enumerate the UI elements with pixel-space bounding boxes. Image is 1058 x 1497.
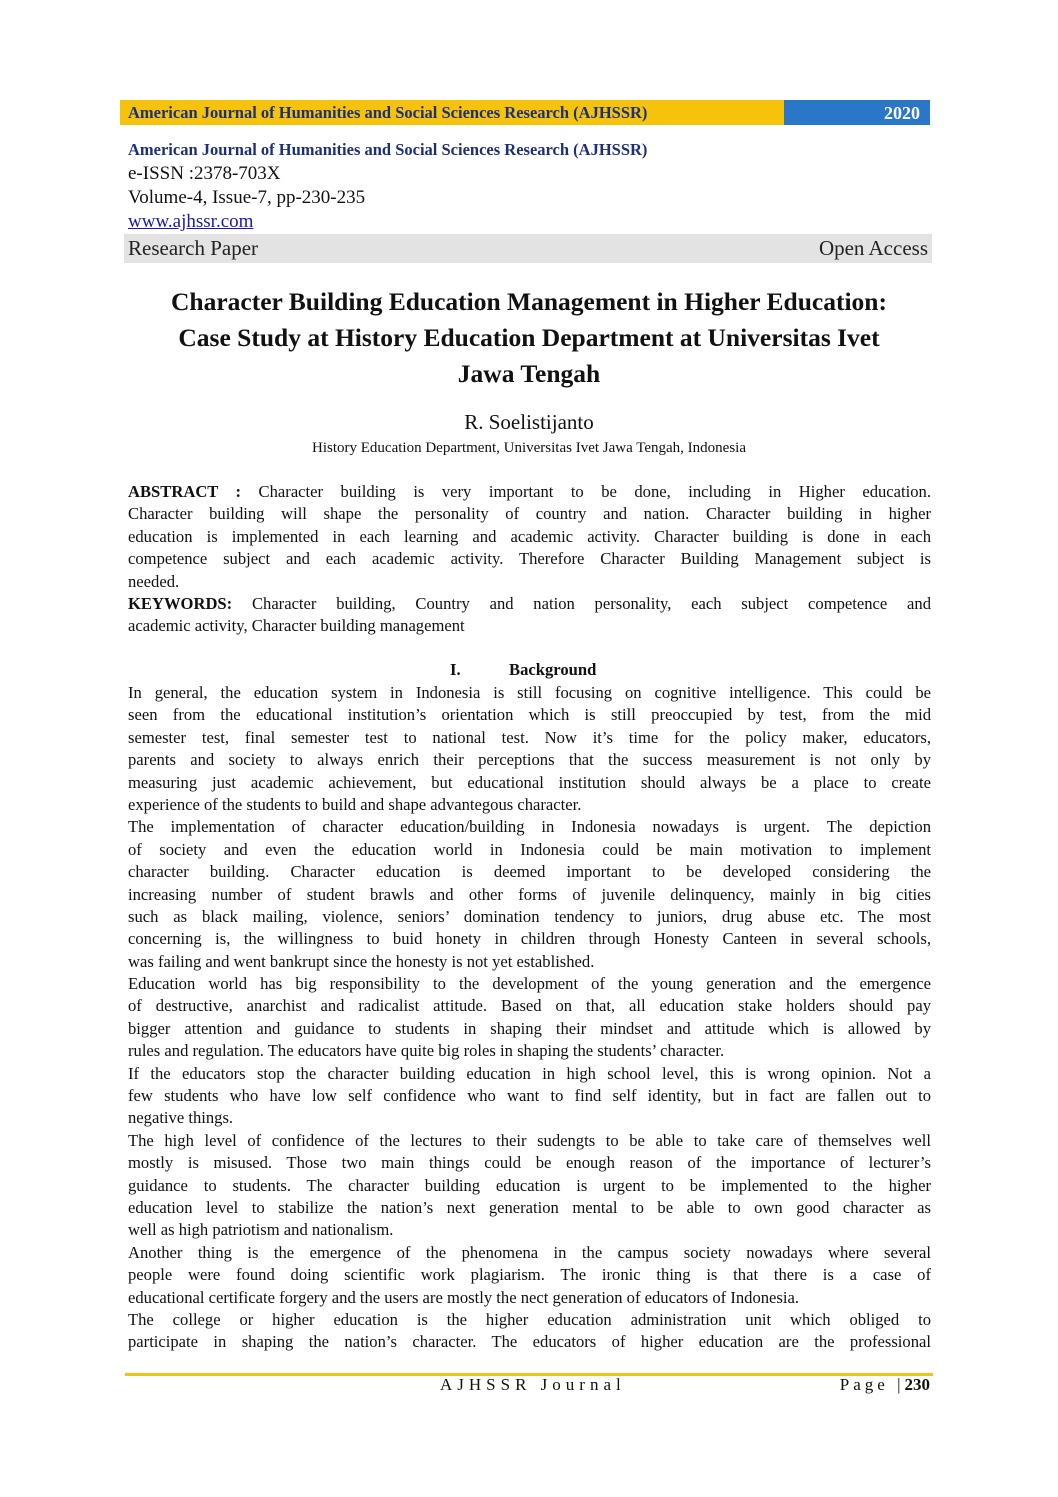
body-line: guidance to students. The character building education is urgent to be implemented to the higher [128, 1175, 931, 1195]
section-number: I. [450, 660, 461, 679]
body-line: was failing and went bankrupt since the honesty is not yet established. [128, 951, 595, 971]
abstract-label: ABSTRACT : [128, 482, 242, 501]
body-line: character building. Character education is deemed important to be developed considering the [128, 862, 931, 882]
body-line: seen from the educational institution’s orientation which is still preoccupied by test, from the mid [128, 705, 931, 725]
journal-header-bar [120, 100, 930, 125]
title-line: Jawa Tengah [457, 359, 601, 388]
body-line: few students who have low self confidence who want to find self identity, but in fact are fallen out to [128, 1086, 931, 1106]
abstract-line [128, 481, 931, 503]
paper-type: Research Paper [128, 236, 259, 260]
body-line: In general, the education system in Indonesia is still focusing on cognitive intelligence. This could be [128, 683, 931, 702]
body-line: educational certificate forgery and the users are mostly the nect generation of educators of Indonesia. [128, 1287, 800, 1307]
body-line: The college or higher education is the higher education administration unit which obliged to [128, 1309, 931, 1329]
section-title: Background [509, 660, 597, 679]
abstract-line: competence subject and each academic activity. Therefore Character Building Management subject is [128, 549, 931, 569]
body-line: The high level of confidence of the lectures to their sudengts to be able to take care of themselves well [128, 1130, 931, 1150]
body-text [128, 682, 931, 1354]
footer-page [840, 1375, 930, 1395]
paper-type-banner [124, 234, 932, 263]
abstract [128, 481, 931, 593]
body-line: The implementation of character education/building in Indonesia nowadays is urgent. The depiction [128, 817, 931, 837]
journal-bar-title: American Journal of Humanities and Social Sciences Research (AJHSSR) [120, 100, 784, 125]
body-line: measuring just academic achievement, but educational institution should always be a place to create [128, 772, 931, 792]
body-line: rules and regulation. The educators have quite big roles in shaping the students’ character. [128, 1041, 725, 1061]
keywords [128, 593, 931, 638]
page-number: 230 [904, 1375, 930, 1394]
abstract-line: needed. [128, 571, 180, 591]
body-line: experience of the students to build and shape advantegous character. [128, 794, 582, 814]
body-line: If the educators stop the character building education in high school level, this is wrong opinion. Not a [128, 1063, 931, 1083]
title-line: Case Study at History Education Department at Universitas Ivet [178, 323, 880, 352]
abstract-line: education is implemented in each learning and academic activity. Character building is done in each [128, 526, 931, 546]
body-line: of destructive, anarchist and radicalist attitude. Based on that, all education stake holders should pay [128, 996, 931, 1016]
footer-journal: AJHSSR Journal [440, 1375, 626, 1394]
body-line: of society and even the education world in Indonesia could be main motivation to implement [128, 839, 931, 859]
author-name: R. Soelistijanto [464, 410, 594, 434]
abstract-line: Character building will shape the personality of country and nation. Character building in higher [128, 504, 931, 524]
body-line: education level to stabilize the nation’s next generation mental to be able to own good character as [128, 1197, 931, 1217]
body-line: people were found doing scientific work plagiarism. The ironic thing is that there is a case of [128, 1265, 931, 1285]
body-line: parents and society to always enrich their perceptions that the success measurement is not only by [128, 750, 931, 770]
body-line: mostly is misused. Those two main things could be enough reason of the importance of lecturer’s [128, 1153, 931, 1173]
body-line: Another thing is the emergence of the phenomena in the campus society nowadays where several [128, 1242, 931, 1262]
issn: e-ISSN :2378-703X [128, 163, 281, 184]
body-line: semester test, final semester test to national test. Now it’s time for the policy maker, educators, [128, 727, 931, 747]
journal-url-link[interactable]: www.ajhssr.com [128, 211, 254, 232]
keywords-label: KEYWORDS: [128, 594, 233, 613]
paper-title [100, 284, 958, 392]
author-affiliation: History Education Department, Universitas Ivet Jawa Tengah, Indonesia [312, 440, 746, 456]
journal-name: American Journal of Humanities and Social Sciences Research (AJHSSR) [128, 140, 648, 159]
keywords-line [128, 593, 931, 615]
page-label: Page | [839, 1375, 905, 1394]
body-line: negative things. [128, 1108, 234, 1128]
body-line: participate in shaping the nation’s character. The educators of higher education are the professional [128, 1332, 931, 1352]
body-line: well as high patriotism and nationalism. [128, 1220, 394, 1240]
keywords-line: academic activity, Character building management [128, 616, 465, 636]
body-line: bigger attention and guidance to students in shaping their mindset and attitude which is allowed by [128, 1018, 931, 1038]
body-line: Education world has big responsibility to the development of the young generation and the emergence [128, 974, 931, 994]
body-line: increasing number of student brawls and other forms of juvenile delinquency, mainly in big cities [128, 884, 931, 904]
abstract-text: Character building is very important to be done, including in Higher education. [241, 482, 931, 501]
body-line: such as black mailing, violence, seniors’ domination tendency to juniors, drug abuse etc. The most [128, 906, 931, 926]
body-line: concerning is, the willingness to buid honety in children through Honesty Canteen in several schools, [128, 929, 931, 949]
keywords-text: Character building, Country and nation personality, each subject competence and [232, 594, 931, 613]
volume-issue: Volume-4, Issue-7, pp-230-235 [128, 187, 366, 208]
title-line: Character Building Education Management in Higher Education: [171, 287, 887, 316]
journal-bar-year: 2020 [784, 100, 930, 125]
access-type: Open Access [818, 236, 928, 260]
